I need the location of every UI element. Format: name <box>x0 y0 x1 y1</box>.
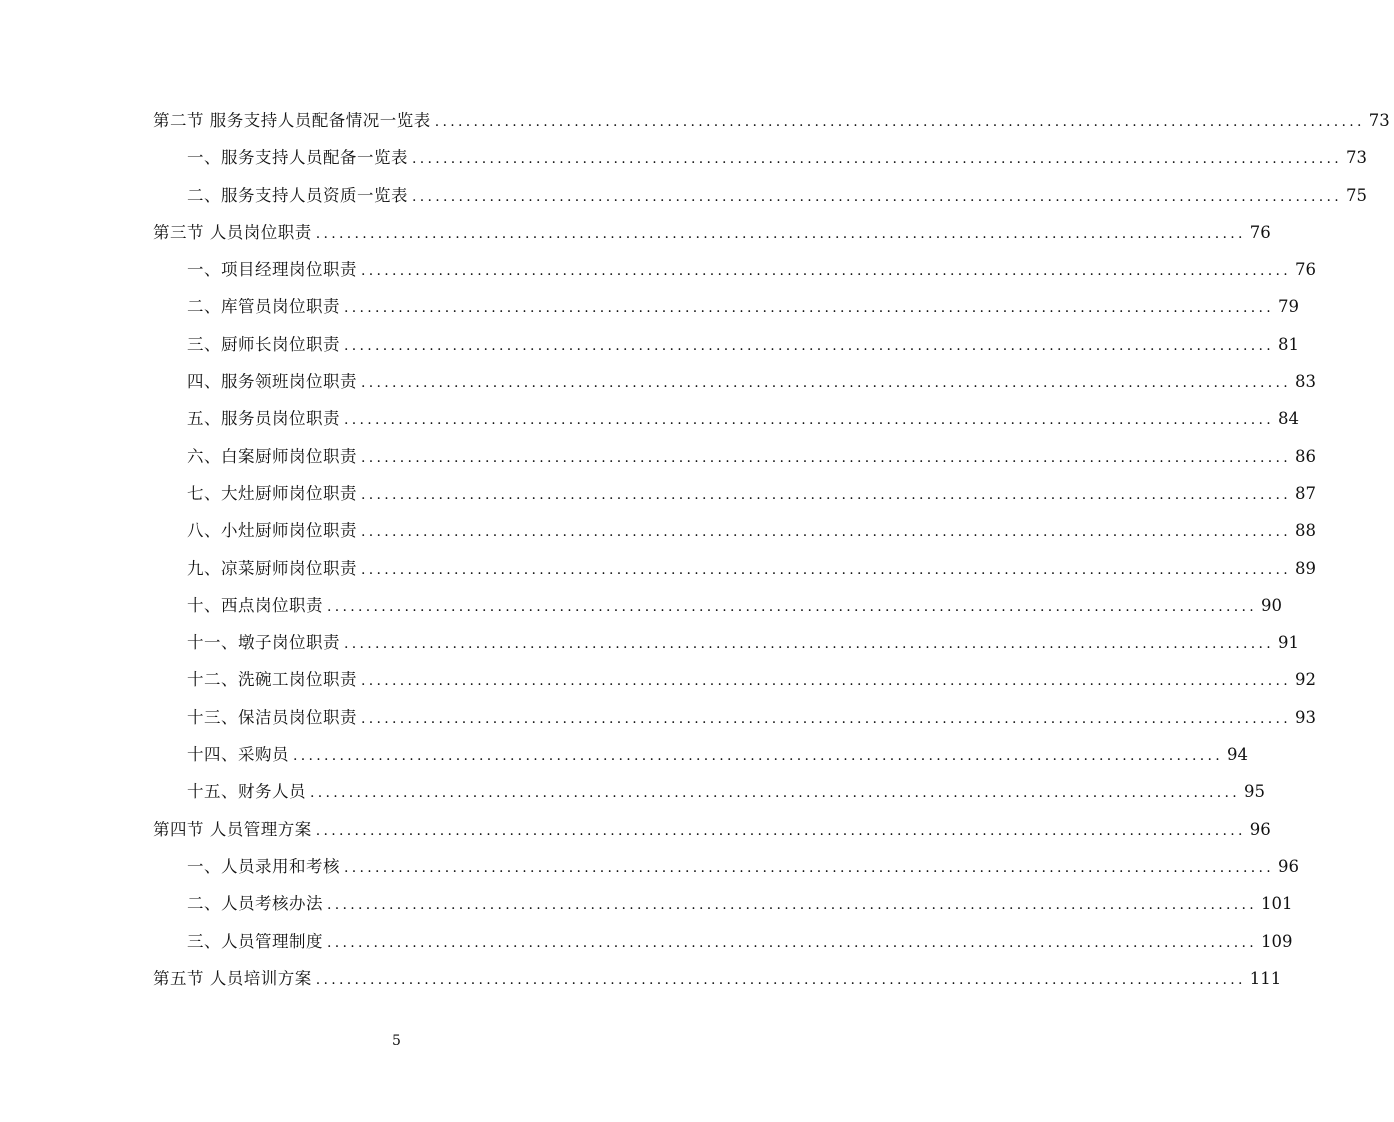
page-number: 5 <box>392 1033 401 1049</box>
toc-entry-title: 第五节 人员培训方案 <box>153 968 312 988</box>
toc-entry-title: 一、服务支持人员配备一览表 <box>187 148 408 168</box>
toc-entry-title: 七、大灶厨师岗位职责 <box>187 483 357 503</box>
toc-entry-page: 83 <box>1295 372 1317 392</box>
dot-leader: ........................................................................................................................ <box>293 748 1224 765</box>
dot-leader: ........................................................................................................................ <box>361 449 1292 466</box>
dot-leader: ........................................................................................................................ <box>315 225 1246 242</box>
toc-entry[interactable] <box>0 848 1300 885</box>
toc-entry-title: 五、服务员岗位职责 <box>187 409 340 429</box>
toc-entry-title: 二、库管员岗位职责 <box>187 297 340 317</box>
toc-entry[interactable] <box>0 923 1293 960</box>
dot-leader: ........................................................................................................................ <box>412 188 1343 205</box>
toc-entry-page: 76 <box>1295 260 1317 280</box>
dot-leader: ........................................................................................................................ <box>412 151 1343 168</box>
toc-entry-title: 十、西点岗位职责 <box>187 595 323 615</box>
toc-entry-title: 十一、墩子岗位职责 <box>187 633 340 653</box>
toc-entry-title: 第二节 服务支持人员配备情况一览表 <box>153 111 431 130</box>
toc-entry-page: 75 <box>1346 185 1368 205</box>
toc-entry-page: 89 <box>1295 558 1317 578</box>
toc-entry[interactable] <box>0 251 1317 288</box>
toc-entry-page: 90 <box>1261 595 1283 615</box>
toc-entry-page: 73 <box>1368 111 1390 130</box>
dot-leader: ........................................................................................................................ <box>434 114 1365 130</box>
toc-entry[interactable] <box>0 475 1317 512</box>
dot-leader: ........................................................................................................................ <box>344 636 1275 653</box>
toc-entry[interactable] <box>0 773 1266 810</box>
toc-entry[interactable] <box>0 661 1317 698</box>
toc-entry-page: 94 <box>1227 745 1249 765</box>
dot-leader: ........................................................................................................................ <box>310 785 1241 802</box>
toc-entry-page: 101 <box>1261 894 1293 914</box>
toc-entry[interactable] <box>0 699 1317 736</box>
toc-entry[interactable] <box>0 102 1390 139</box>
toc-entry-title: 十五、财务人员 <box>187 782 306 802</box>
dot-leader: ........................................................................................................................ <box>315 971 1246 988</box>
toc-entry[interactable] <box>0 811 1271 848</box>
dot-leader: ........................................................................................................................ <box>315 822 1246 839</box>
toc-entry-title: 六、白案厨师岗位职责 <box>187 446 357 466</box>
toc-entry[interactable] <box>0 400 1300 437</box>
toc-entry-title: 十四、采购员 <box>187 745 289 765</box>
toc-entry-title: 九、凉菜厨师岗位职责 <box>187 558 357 578</box>
toc-entry-page: 96 <box>1278 856 1300 876</box>
toc-entry-page: 111 <box>1249 968 1282 988</box>
toc-entry-page: 81 <box>1278 334 1300 354</box>
dot-leader: ........................................................................................................................ <box>344 412 1275 429</box>
dot-leader: ........................................................................................................................ <box>344 337 1275 354</box>
toc-entry-title: 二、服务支持人员资质一览表 <box>187 185 408 205</box>
toc-entry-title: 一、人员录用和考核 <box>187 856 340 876</box>
toc-entry[interactable] <box>0 960 1282 997</box>
toc-entry-title: 四、服务领班岗位职责 <box>187 372 357 392</box>
toc-entry-page: 93 <box>1295 707 1317 727</box>
toc-entry-title: 第四节 人员管理方案 <box>153 819 312 839</box>
toc-entry-title: 三、人员管理制度 <box>187 931 323 951</box>
dot-leader: ........................................................................................................................ <box>327 897 1258 914</box>
toc-entry[interactable] <box>0 288 1300 325</box>
toc-entry[interactable] <box>0 139 1368 176</box>
dot-leader: ........................................................................................................................ <box>361 263 1292 280</box>
dot-leader: ........................................................................................................................ <box>344 859 1275 876</box>
toc-entry-page: 88 <box>1295 521 1317 541</box>
toc-entry-page: 79 <box>1278 297 1300 317</box>
toc-entry-page: 86 <box>1295 446 1317 466</box>
toc-entry-title: 八、小灶厨师岗位职责 <box>187 521 357 541</box>
toc-entry-page: 73 <box>1346 148 1368 168</box>
toc-entry[interactable] <box>0 587 1283 624</box>
toc-entry-page: 91 <box>1278 633 1300 653</box>
toc-entry-page: 87 <box>1295 483 1317 503</box>
dot-leader: ........................................................................................................................ <box>361 710 1292 727</box>
toc-entry[interactable] <box>0 624 1300 661</box>
dot-leader: ........................................................................................................................ <box>361 561 1292 578</box>
toc-entry-page: 92 <box>1295 670 1317 690</box>
dot-leader: ........................................................................................................................ <box>344 300 1275 317</box>
dot-leader: ........................................................................................................................ <box>327 598 1258 615</box>
toc-entry-title: 十三、保洁员岗位职责 <box>187 707 357 727</box>
toc-entry-page: 84 <box>1278 409 1300 429</box>
toc-entry-title: 十二、洗碗工岗位职责 <box>187 670 357 690</box>
toc-entry[interactable] <box>0 326 1300 363</box>
toc-entry-title: 三、厨师长岗位职责 <box>187 334 340 354</box>
toc-entry-title: 二、人员考核办法 <box>187 894 323 914</box>
table-of-contents <box>0 102 1390 997</box>
dot-leader: ........................................................................................................................ <box>361 524 1292 541</box>
toc-entry[interactable] <box>0 550 1317 587</box>
toc-entry[interactable] <box>0 363 1317 400</box>
toc-entry[interactable] <box>0 177 1368 214</box>
dot-leader: ........................................................................................................................ <box>361 673 1292 690</box>
toc-entry-page: 95 <box>1244 782 1266 802</box>
dot-leader: ........................................................................................................................ <box>361 375 1292 392</box>
toc-entry[interactable] <box>0 512 1317 549</box>
toc-entry-page: 96 <box>1249 819 1271 839</box>
dot-leader: ........................................................................................................................ <box>361 486 1292 503</box>
toc-entry-page: 76 <box>1249 222 1271 242</box>
toc-entry-page: 109 <box>1261 931 1293 951</box>
dot-leader: ........................................................................................................................ <box>327 934 1258 951</box>
toc-entry[interactable] <box>0 214 1271 251</box>
toc-entry[interactable] <box>0 438 1317 475</box>
toc-entry[interactable] <box>0 736 1249 773</box>
toc-entry-title: 第三节 人员岗位职责 <box>153 222 312 242</box>
toc-entry-title: 一、项目经理岗位职责 <box>187 260 357 280</box>
toc-entry[interactable] <box>0 885 1293 922</box>
